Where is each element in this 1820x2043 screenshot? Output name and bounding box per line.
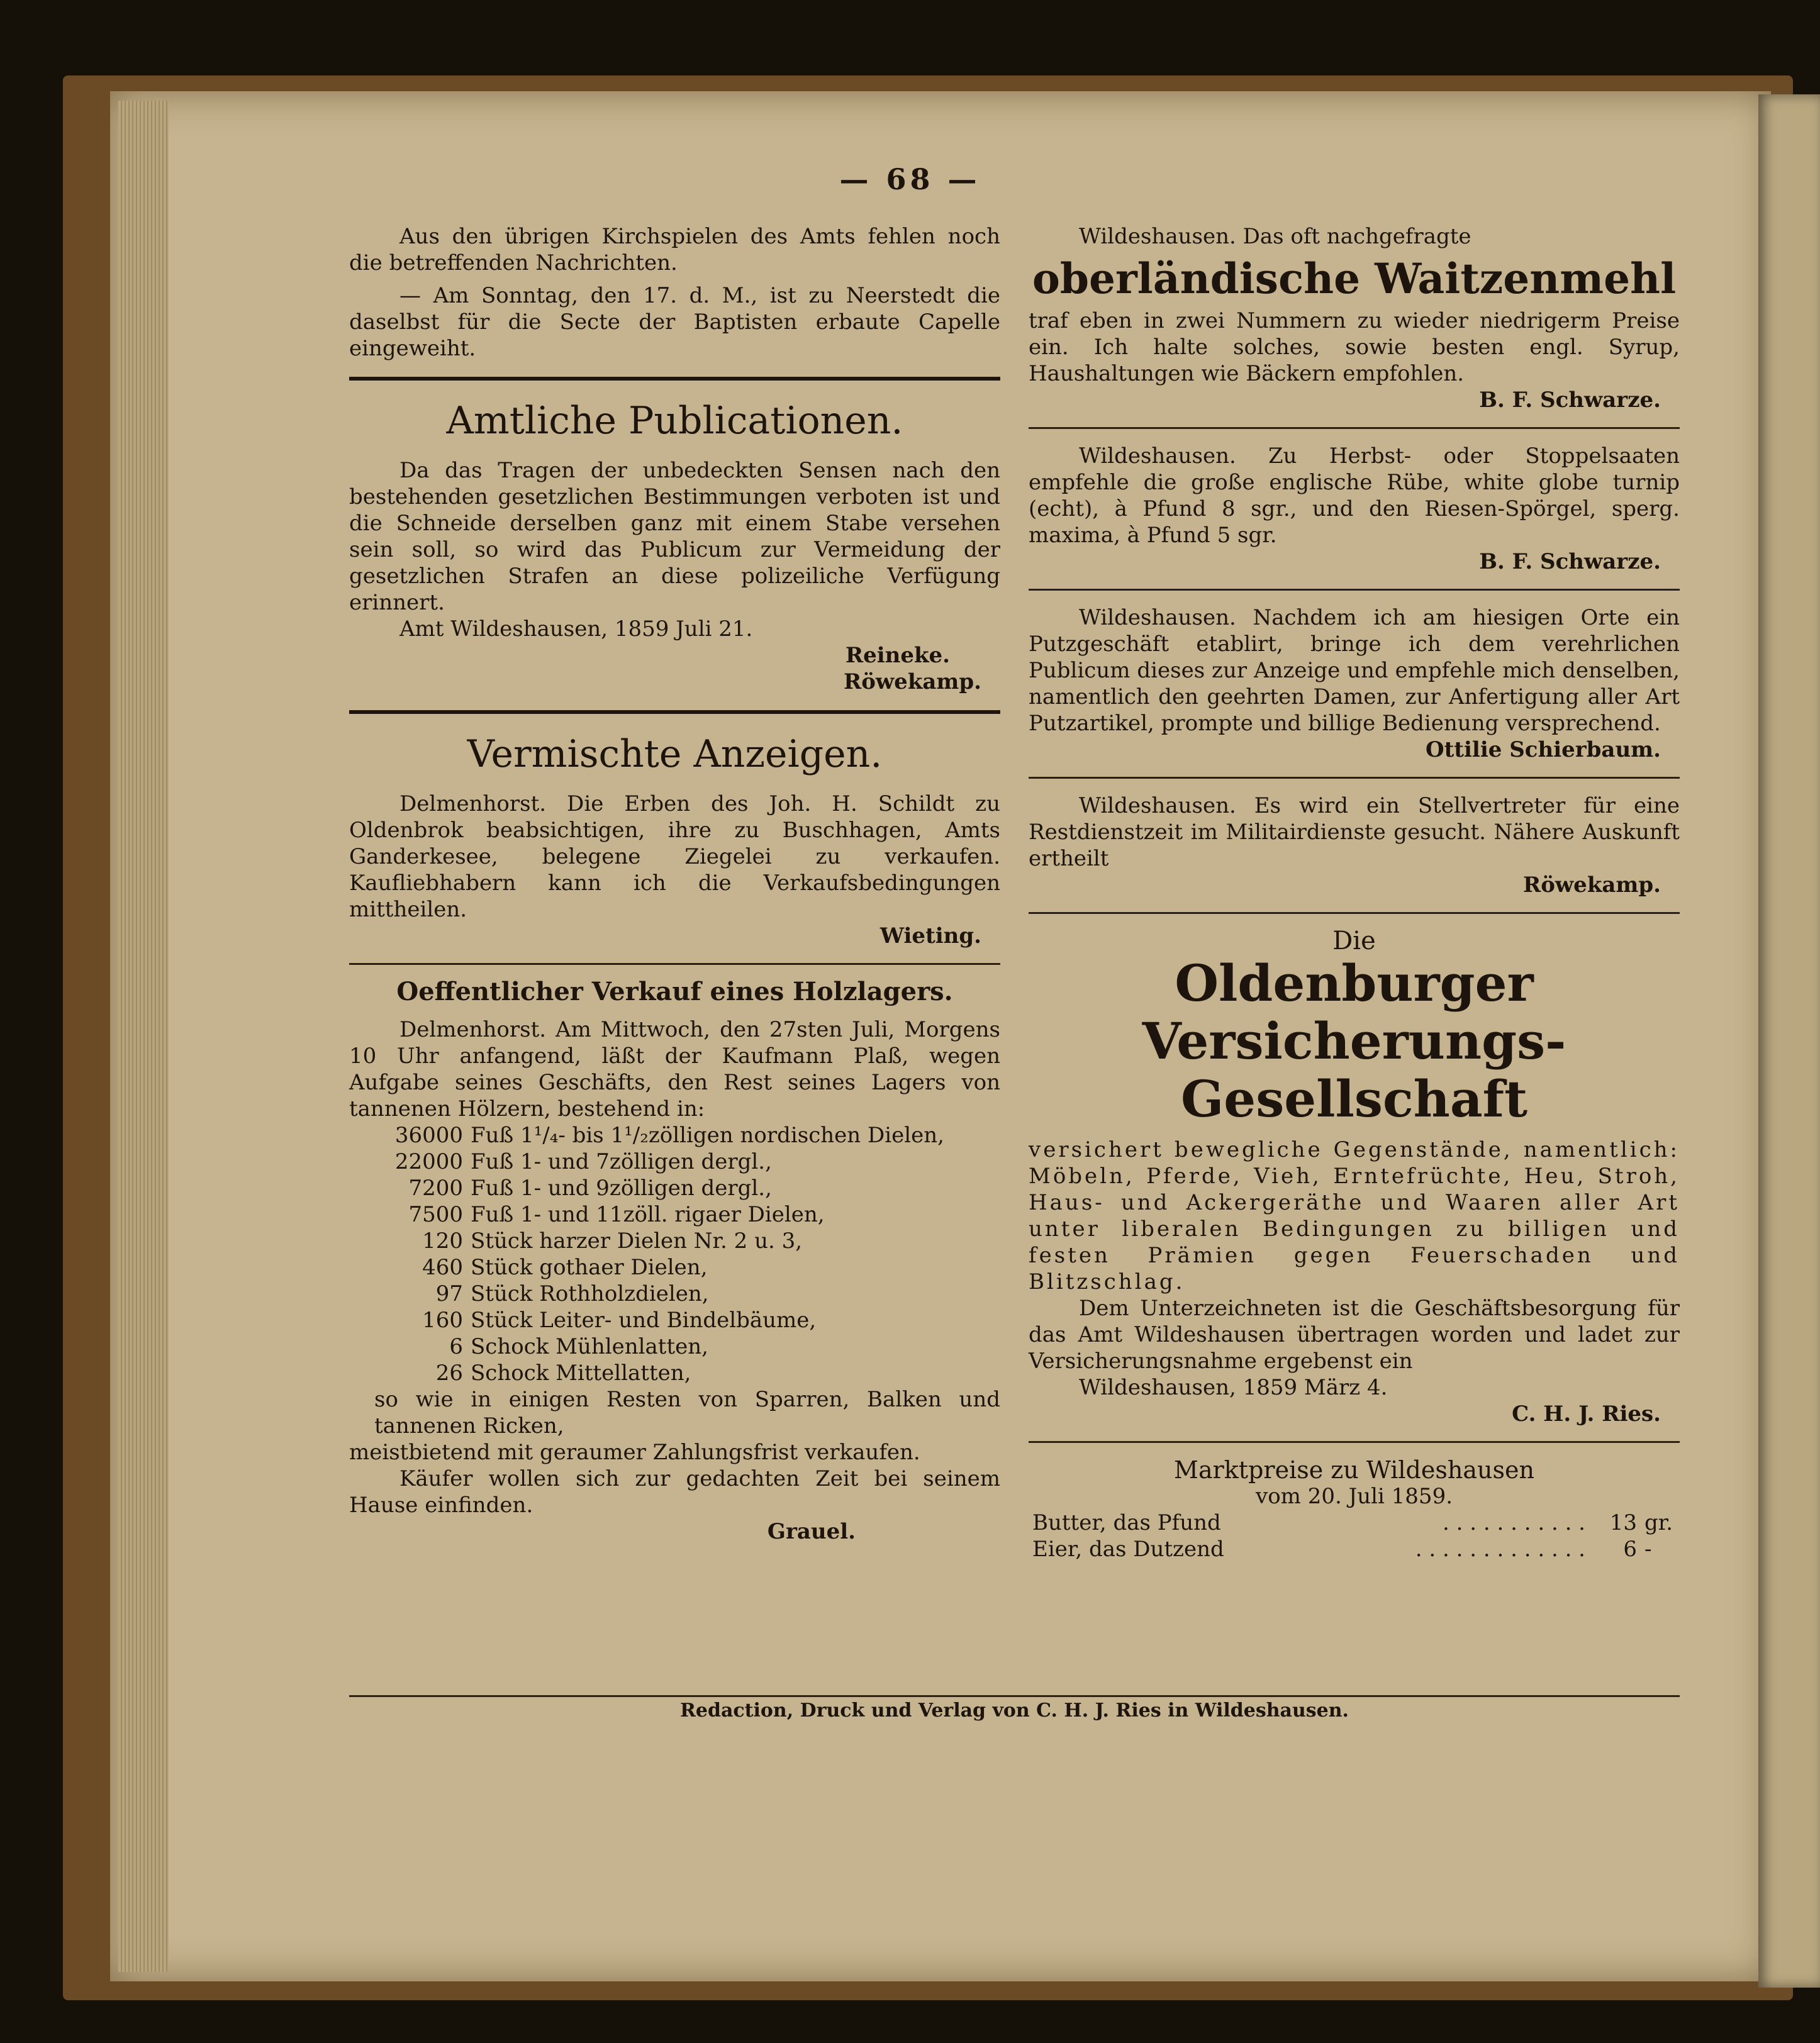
divider (1029, 912, 1680, 914)
timber-item (362, 1175, 948, 1201)
ad-seed-text: Wildeshausen. Zu Herbst- oder Stoppelsaaten empfehle die große englische Rübe, white globe turnip (echt), à Pfund 8 sgr., und den Riesen-Spörgel, sperg. maxima, à Pfund 5 sgr. (1029, 443, 1680, 548)
insurance-title: Oldenburger Versicherungs-Gesellschaft (1142, 954, 1566, 1128)
timber-item (362, 1307, 948, 1333)
divider (349, 377, 1000, 381)
market-title: Marktpreise zu Wildeshausen (1174, 1456, 1534, 1484)
timber-desc: Stück Rothholzdielen, (471, 1281, 709, 1306)
sale-intro: Delmenhorst. Am Mittwoch, den 27sten Juli, Morgens 10 Uhr anfangend, läßt der Kaufmann Plaß, wegen Aufgabe seines Geschäfts, den Rest seines Lagers von tannenen Hölzern, bestehend in: (349, 1017, 1000, 1122)
timber-qty: 36000 (394, 1123, 463, 1148)
page-edges (118, 101, 169, 1972)
signature-schierbaum: Ottilie Schierbaum. (1425, 737, 1661, 762)
price-value: 13 (1609, 1510, 1637, 1535)
timber-desc: Fuß 1- und 7zölligen dergl., (471, 1149, 772, 1174)
notice-chapel: — Am Sonntag, den 17. d. M., ist zu Neerstedt die daselbst für die Secte der Baptisten erbaute Capelle eingeweiht. (349, 283, 1000, 361)
ad-millinery-text: Wildeshausen. Nachdem ich am hiesigen Orte ein Putzgeschäft etablirt, bringe ich dem verehrlichen Publicum dieses zur Anzeige und empfehle mich denselben, namentlich den geehrten Damen, zur Anfertigung aller Art Putzartikel, prompte und billige Bedienung versprechend. (1029, 605, 1680, 736)
timber-item (362, 1228, 948, 1254)
insurance-date: Wildeshausen, 1859 März 4. (1079, 1375, 1388, 1400)
price-value: 6 (1623, 1537, 1637, 1562)
divider (1029, 1441, 1680, 1443)
sale-buyers: Käufer wollen sich zur gedachten Zeit bei seinem Hause einfinden. (349, 1466, 1000, 1518)
insurance-text: versichert bewegliche Gegenstände, namentlich: Möbeln, Pferde, Vieh, Erntefrüchte, Heu, Stroh, Haus- und Ackergeräthe und Waaren aller Art unter liberalen Bedingungen zu billigen und festen Prämien gegen Feuerschaden und Blitzschlag. (1029, 1137, 1680, 1294)
ad-brickworks: Delmenhorst. Die Erben des Joh. H. Schildt zu Oldenbrok beabsichtigen, ihre zu Buschhagen, Amts Ganderkesee, belegene Ziegelei zu verkaufen. Kaufliebhabern kann ich die Verkaufsbedingungen mittheilen. (349, 791, 1000, 922)
price-row (1029, 1536, 1680, 1562)
price-dots: . . . . . . . . . . . (1443, 1510, 1585, 1535)
timber-qty: 120 (422, 1228, 463, 1254)
signature-roewekamp: Röwekamp. (843, 669, 981, 694)
timber-item (362, 1254, 948, 1281)
left-column (349, 223, 1000, 1545)
signature-schwarze: B. F. Schwarze. (1479, 387, 1661, 413)
next-page-edge (1758, 94, 1820, 1988)
notice-missing-news: Aus den übrigen Kirchspielen des Amts fehlen noch die betreffenden Nachrichten. (349, 224, 1000, 276)
timber-item (362, 1281, 948, 1307)
footer-rule (349, 1695, 1680, 1697)
divider (1029, 427, 1680, 429)
insurance-die: Die (1332, 927, 1376, 955)
page-number: — 68 — (839, 162, 981, 196)
timber-qty: 160 (422, 1308, 463, 1333)
timber-qty: 97 (435, 1281, 463, 1306)
timber-qty: 22000 (394, 1149, 463, 1174)
timber-item (362, 1333, 948, 1360)
timber-desc: Schock Mittellatten, (471, 1361, 691, 1386)
section-title-misc: Vermischte Anzeigen. (467, 732, 883, 776)
divider (349, 963, 1000, 965)
timber-item (362, 1122, 948, 1149)
ad-deputy-text: Wildeshausen. Es wird ein Stellvertreter für eine Restdienstzeit im Militairdienste gesucht. Nähere Auskunft ertheilt (1029, 793, 1680, 871)
timber-item (362, 1360, 948, 1386)
timber-desc: Fuß 1¹/₄- bis 1¹/₂zölligen nordischen Dielen, (471, 1123, 944, 1148)
ad-flour-intro: Wildeshausen. Das oft nachgefragte (1079, 224, 1471, 249)
timber-item (362, 1201, 948, 1228)
price-unit: - (1644, 1537, 1652, 1562)
section-title-official: Amtliche Publicationen. (446, 399, 903, 443)
timber-desc: Stück gothaer Dielen, (471, 1255, 708, 1280)
market-date: vom 20. Juli 1859. (1255, 1484, 1453, 1509)
timber-item (362, 1149, 948, 1175)
sale-terms: meistbietend mit geraumer Zahlungsfrist verkaufen. (349, 1440, 920, 1465)
price-item: Eier, das Dutzend (1032, 1537, 1224, 1562)
timber-desc: Fuß 1- und 9zölligen dergl., (471, 1176, 772, 1201)
imprint: Redaction, Druck und Verlag von C. H. J. Ries in Wildeshausen. (679, 1700, 1349, 1722)
signature-wieting: Wieting. (879, 923, 981, 949)
timber-desc: Fuß 1- und 11zöll. rigaer Dielen, (471, 1202, 825, 1227)
ad-flour-title: oberländische Waitzenmehl (1032, 254, 1677, 303)
timber-desc: Stück harzer Dielen Nr. 2 u. 3, (471, 1228, 803, 1254)
price-dots: . . . . . . . . . . . . . (1415, 1537, 1585, 1562)
timber-qty: 7200 (408, 1176, 463, 1201)
right-column (1029, 223, 1680, 1562)
divider (1029, 589, 1680, 591)
timber-qty: 460 (422, 1255, 463, 1280)
price-item: Butter, das Pfund (1032, 1510, 1221, 1535)
signature-reineke: Reineke. (845, 643, 950, 668)
timber-qty: 26 (435, 1361, 463, 1386)
timber-desc: Schock Mühlenlatten, (471, 1334, 708, 1359)
timber-qty: 7500 (408, 1202, 463, 1227)
divider (1029, 777, 1680, 779)
signature-ries: C. H. J. Ries. (1512, 1401, 1661, 1427)
timber-qty: 6 (449, 1334, 463, 1359)
sale-rest: so wie in einigen Resten von Sparren, Balken und tannenen Ricken, (374, 1387, 1000, 1439)
insurance-text-2: Dem Unterzeichneten ist die Geschäftsbesorgung für das Amt Wildeshausen übertragen worden und ladet zur Versicherungsnahme ergebenst ein (1029, 1296, 1680, 1374)
price-unit: gr. (1644, 1510, 1673, 1535)
ad-flour-text: traf eben in zwei Nummern zu wieder niedrigerm Preise ein. Ich halte solches, sowie besten engl. Syrup, Haushaltungen wie Bäckern empfohlen. (1029, 308, 1680, 386)
market-prices (1029, 1510, 1680, 1562)
timber-desc: Stück Leiter- und Bindelbäume, (471, 1308, 817, 1333)
divider (349, 710, 1000, 714)
publication-date: Amt Wildeshausen, 1859 Juli 21. (399, 616, 753, 642)
publication-text: Da das Tragen der unbedeckten Sensen nach den bestehenden gesetzlichen Bestimmungen verboten ist und die Schneide derselben ganz mit einem Stabe versehen sein soll, so wird das Publicum zur Vermeidung der gesetzlichen Strafen an diese polizeiliche Verfügung erinnert. (349, 458, 1000, 615)
price-row (1029, 1510, 1680, 1536)
sale-title: Oeffentlicher Verkauf eines Holzlagers. (396, 977, 953, 1006)
signature-schwarze-2: B. F. Schwarze. (1479, 549, 1661, 574)
signature-roewekamp-2: Röwekamp. (1522, 872, 1661, 898)
signature-grauel: Grauel. (767, 1519, 856, 1544)
timber-list (362, 1122, 948, 1386)
